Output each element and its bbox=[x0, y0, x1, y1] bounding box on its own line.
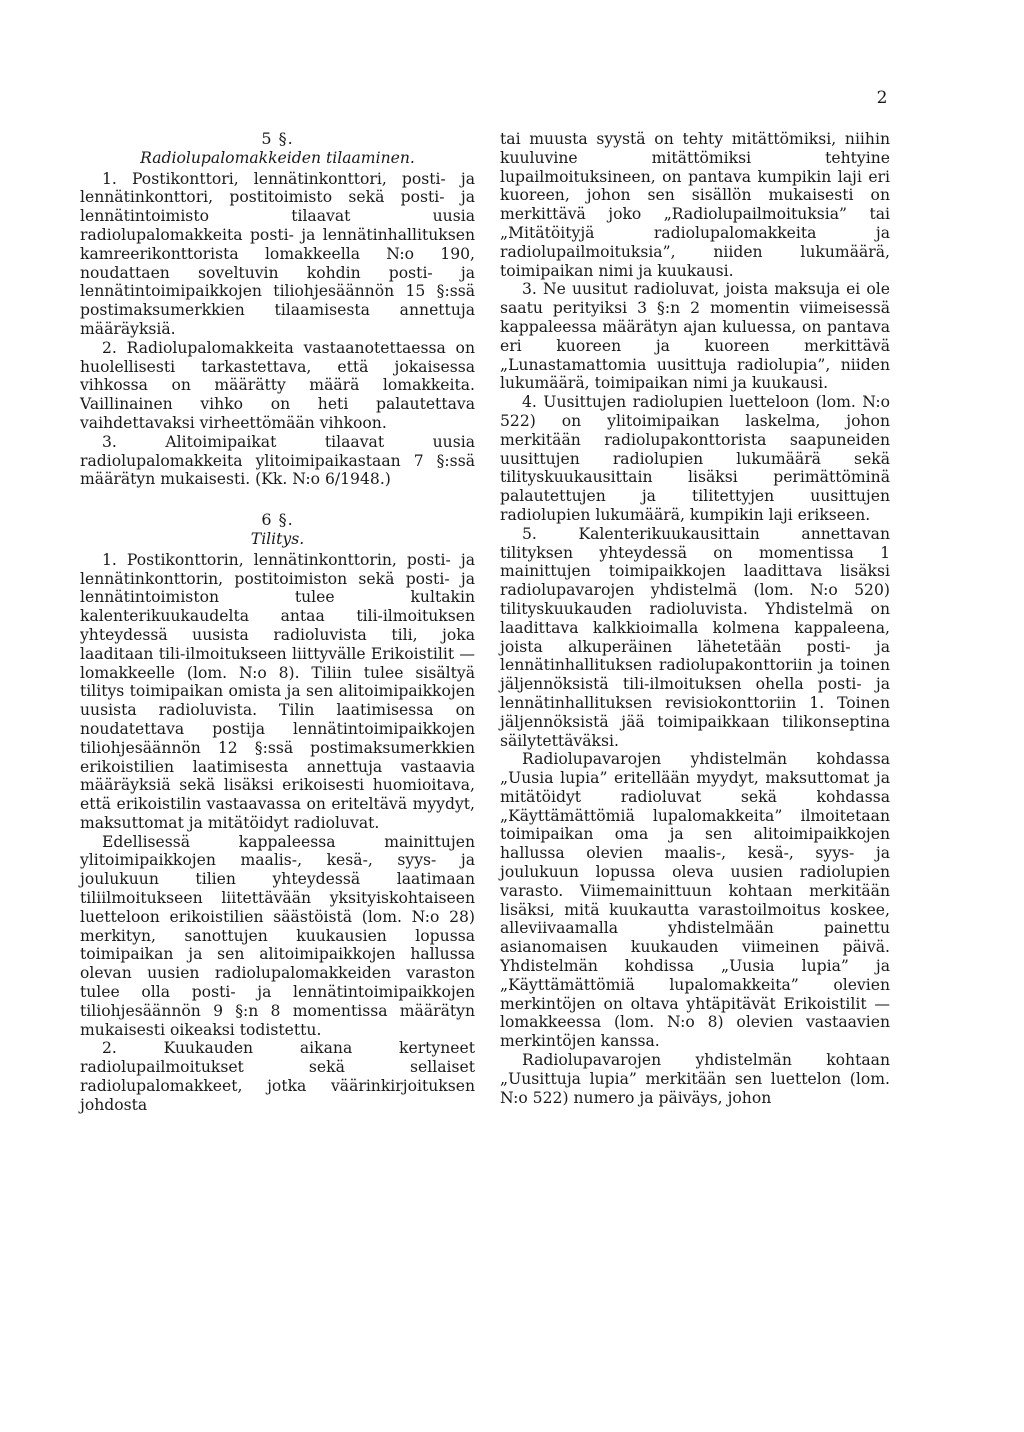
section-5-paragraph-1: 1. Postikonttori, lennätinkonttori, posti- ja lennätinkonttori, postitoimisto sekä posti- ja lennätintoimisto tilaavat uusia radiolupalomakkeita posti- ja lennätinhallituksen kamreerikonttorista lomakkeella N:o 190, noudattaen soveltuvin kohdin posti- ja lennätintoimipaikkojen tiliohjesäännön 15 §:ssä postimaksumerkkien tilaamisesta annettuja määräyksiä. bbox=[80, 169, 475, 338]
right-column bbox=[500, 130, 890, 1107]
right-paragraph-1: tai muusta syystä on tehty mitättömiksi, niihin kuuluvine mitättömiksi tehtyine lupailmoituksineen, on pantava kumpikin laji eri kuoreen, johon sen sisällön mukaisesti on merkittävä joko „Radiolupailmoituksia” tai „Mitätöityjä radiolupalomakkeita ja radiolupailmoituksia”, niiden lukumäärä, toimipaikan nimi ja kuukausi. bbox=[500, 130, 890, 280]
section-5-title: Radiolupalomakkeiden tilaaminen. bbox=[140, 148, 415, 167]
section-6-number: 6 §. bbox=[261, 510, 294, 530]
right-paragraph-5: Radiolupavarojen yhdistelmän kohdassa „Uusia lupia” eritellään myydyt, maksuttomat ja mitätöidyt radioluvat sekä kohdassa „Käyttämättömiä lupalomakkeita” ilmoitetaan toimipaikan oma ja sen alitoimipaikkojen hallussa olevien maalis-, kesä-, syys- ja joulukuun lopussa oleva uusien radiolupien varasto. Viimemainittuun kohtaan merkitään lisäksi, mitä kuukautta varastoilmoitus koskee, alleviivaamalla yhdistelmään painettu asianomaisen kuukauden viimeinen päivä. Yhdistelmän kohdissa „Uusia lupia” ja „Käyttämättömiä lupalomakkeita” olevien merkintöjen on oltava yhtäpitävät Erikoistilit — lomakkeessa (lom. N:o 8) olevien vastaavien merkintöjen kanssa. bbox=[500, 750, 890, 1051]
right-paragraph-2: 3. Ne uusitut radioluvat, joista maksuja ei ole saatu perityiksi 3 §:n 2 momentin viimeisessä kappaleessa määrätyn ajan kuluessa, on pantava eri kuoreen ja kuoreen merkittävä „Lunastamattomia uusittuja radiolupia”, niiden lukumäärä, toimipaikan nimi ja kuukausi. bbox=[500, 280, 890, 393]
section-6-title: Tilitys. bbox=[250, 529, 305, 548]
left-column bbox=[80, 130, 475, 1115]
page-number: 2 bbox=[876, 88, 888, 108]
right-paragraph-3: 4. Uusittujen radiolupien luetteloon (lom. N:o 522) on ylitoimipaikan laskelma, johon merkitään radiolupakonttorista saapuneiden uusittujen radiolupien lukumäärä sekä tilityskuukausittain lisäksi perimättöminä palautettujen ja tilitettyjen uusittujen radiolupien lukumäärä, kumpikin laji erikseen. bbox=[500, 393, 890, 524]
section-spacer bbox=[80, 489, 475, 511]
section-6-paragraph-2: Edellisessä kappaleessa mainittujen ylitoimipaikkojen maalis-, kesä-, syys- ja joulukuun tilien yhteydessä laatimaan tiliilmoitukseen liitettävään yksityiskohtaiseen luetteloon erikoistilien säästöistä (lom. N:o 28) merkityn, sanottujen kuukausien lopussa toimipaikan ja sen alitoimipaikkojen hallussa olevan uusien radiolupalomakkeiden varaston tulee olla posti- ja lennätintoimipaikkojen tiliohjesäännön 9 §:n 8 momentissa määrätyn mukaisesti oikeaksi todistettu. bbox=[80, 832, 475, 1039]
section-5-paragraph-3: 3. Alitoimipaikat tilaavat uusia radiolupalomakkeita ylitoimipaikastaan 7 §:ssä määrätyn mukaisesti. (Kk. N:o 6/1948.) bbox=[80, 432, 475, 489]
section-5-number: 5 §. bbox=[261, 129, 294, 148]
section-6-paragraph-3: 2. Kuukauden aikana kertyneet radiolupailmoitukset sekä sellaiset radiolupalomakkeet, jotka väärinkirjoituksen johdosta bbox=[80, 1039, 475, 1114]
section-5-paragraph-2: 2. Radiolupalomakkeita vastaanotettaessa on huolellisesti tarkastettava, että jokaisessa vihkossa on määrätty määrä lomakkeita. Vaillinainen vihko on heti palautettava vaihdettavaksi virheettömään vihkoon. bbox=[80, 338, 475, 432]
right-paragraph-6: Radiolupavarojen yhdistelmän kohtaan „Uusittuja lupia” merkitään sen luettelon (lom. N:o 522) numero ja päiväys, johon bbox=[500, 1051, 890, 1107]
section-6-paragraph-1: 1. Postikonttorin, lennätinkonttorin, posti- ja lennätinkonttorin, postitoimiston sekä posti- ja lennätintoimiston tulee kultakin kalenterikuukaudelta antaa tili-ilmoituksen yhteydessä uusista radioluvista tili, joka laaditaan tili-ilmoitukseen liittyvälle Erikoistilit — lomakkeelle (lom. N:o 8). Tiliin tulee sisältyä tilitys toimipaikan omista ja sen alitoimipaikkojen uusista radioluvista. Tilin laatimisessa on noudatettava postija lennätintoimipaikkojen tiliohjesäännön 12 §:ssä postimaksumerkkien erikoistilien laatimisesta annettuja vastaavia määräyksiä sekä lisäksi erikoisesti huomioitava, että erikoistilin vastaavassa on eriteltävä myydyt, maksuttomat ja mitätöidyt radioluvat. bbox=[80, 550, 475, 832]
right-paragraph-4: 5. Kalenterikuukausittain annettavan tilityksen yhteydessä on momentissa 1 mainittujen toimipaikkojen laadittava lisäksi radiolupavarojen yhdistelmä (lom. N:o 520) tilityskuukauden radioluvista. Yhdistelmä on laadittava kalkkioimalla kolmena kappaleena, joista alkuperäinen lähetetään posti- ja lennätinhallituksen radiolupakonttoriin ja toinen jäljennöksistä tili-ilmoituksen ohella posti- ja lennätinhallituksen revisiokonttoriin 1. Toinen jäljennöksistä jää toimipaikkaan tilikonseptina säilytettäväksi. bbox=[500, 524, 890, 750]
